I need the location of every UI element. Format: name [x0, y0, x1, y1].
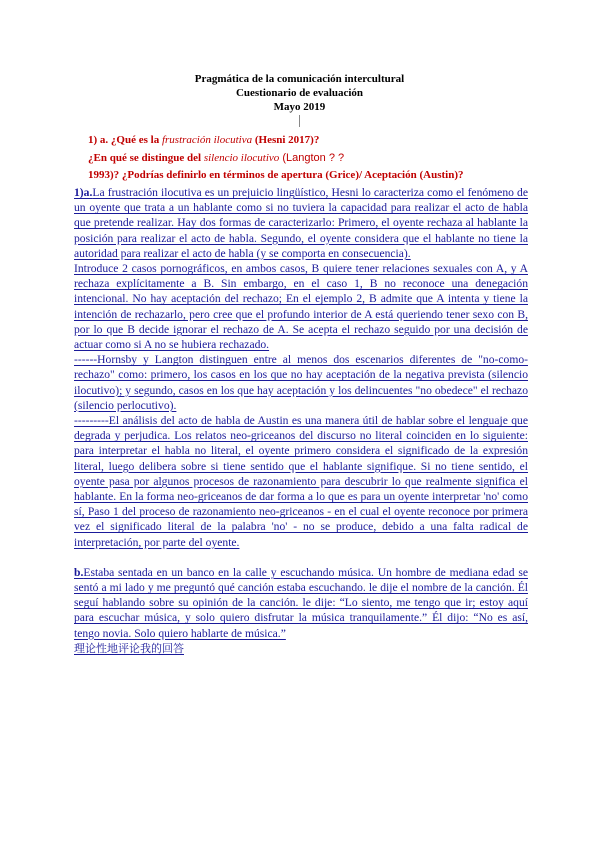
document-date: Mayo 2019 — [273, 101, 326, 113]
answer-a-label: 1)a. — [74, 186, 93, 199]
answers-body — [74, 185, 528, 656]
answer-b-label: b. — [74, 565, 84, 579]
answer-b-text: Estaba sentada en un banco en la calle y escuchando música. Un hombre de mediana edad se sentó a mi lado y me preguntó qué canción estaba escuchando. le dije el nombre de la canción. Él seguí hablando sobre su opinión de la canción. le dije: “Lo siento, me tengo que ir; estoy aquí para escuchar música, y solo quiero disfrutar la música tranquilamente.” Él dijo: “No es así, tengo novia. Solo quiero hablarte de música.” — [74, 565, 528, 640]
question-1a-suffix: (Hesni 2017)? — [252, 134, 320, 146]
question-1a-term: frustración ilocutiva — [161, 134, 253, 146]
question-2-prefix: ¿En qué se distingue del — [88, 152, 204, 164]
answer-a-paragraph-1 — [74, 185, 528, 261]
paragraph-gap — [74, 550, 528, 565]
answer-a-paragraph-3: ------Hornsby y Langton distinguen entre al menos dos escenarios diferentes de "no-como-rechazo" como: primero, los casos en los que no hay aceptación de la negativa prevista (silencio ilocutivo); y segundo, casos en los que hay aceptación y los delincuentes "no obedece" el rechazo (silencio perlocutivo). — [74, 353, 528, 412]
answer-a-paragraph-4: ---------El análisis del acto de habla de Austin es una manera útil de hablar sobre el lenguaje que degrada y perjudica. Los relatos neo-griceanos del discurso no literal coinciden en lo siguiente: para interpretar el habla no literal, el oyente primero considera el significado de la expresión literal, luego delibera sobre si tiene sentido que el hablante signifique. Si no tiene sentido, el oyente pasa por algunos procesos de razonamiento para descubrir lo que realmente significa el hablante. En la forma neo-griceanos de dar forma a lo que es para un oyente interpretar 'no' como sí, Paso 1 del proceso de razonamiento neo-griceanos - en el cual el oyente reconoce por primera vez el significado literal de la palabra 'no' - no se produce, debido a una falta radical de interpretación, por parte del oyente. — [74, 414, 528, 549]
question-2-suffix: (Langton ? ? — [279, 152, 345, 164]
cjk-comment-line: 理论性地评论我的回答 — [74, 641, 184, 655]
answer-a-text-1: La frustración ilocutiva es un prejuicio lingüístico, Hesni lo caracteriza como el fenómeno de un oyente que trata a un hablante como si no tuviera la capacidad para realizar el acto de habla que pretende realizar. Hay dos formas de caracterizarlo: Primero, el oyente rechaza al hablante la posición para realizar el acto de habla. Segundo, el oyente considera que el hablante no tiene la autoridad para realizar el acto de habla (y se comporta en consecuencia). — [74, 186, 528, 260]
question-1a — [88, 133, 319, 147]
course-title: Pragmática de la comunicación intercultural — [194, 73, 405, 85]
question-2-term: silencio ilocutivo — [203, 152, 280, 164]
question-1a-part2 — [88, 151, 344, 165]
answer-a-paragraph-2: Introduce 2 casos pornográficos, en ambos casos, B quiere tener relaciones sexuales con A, y A rechaza explícitamente a B. Sin embargo, en el caso 1, B no reconoce una denegación intencional. No hay aceptación del rechazo; En el ejemplo 2, B admite que A intenta y tiene la intención de rechazarlo, pero cree que el profundo interior de A está queriendo tener sexo con B, por lo que B decide ignorar el rechazo de A. Se acepta el rechazo seguido por una decisión de actuar como si A no se hubiera rechazado. — [74, 262, 528, 352]
question-1a-part3: 1993)? ¿Podrías definirlo en términos de apertura (Grice)/ Aceptación (Austin)? — [88, 169, 464, 181]
question-1a-prefix: 1) a. ¿Qué es la — [88, 134, 162, 146]
document-title: Cuestionario de evaluación — [235, 87, 364, 99]
document-header — [0, 72, 599, 114]
answer-b-paragraph — [74, 565, 528, 641]
text-cursor-marker — [299, 115, 300, 127]
